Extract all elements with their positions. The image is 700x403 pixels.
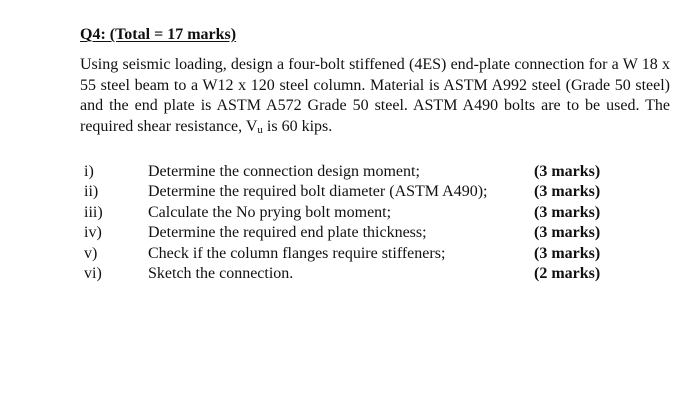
- task-marks: (3 marks): [534, 163, 601, 180]
- task-marks: (2 marks): [534, 264, 601, 282]
- task-item: [84, 223, 604, 243]
- task-number: iii): [84, 203, 103, 221]
- task-item: [84, 182, 604, 202]
- question-body-text-end: is 60 kips.: [262, 117, 333, 135]
- question-body: [80, 55, 670, 140]
- task-item: [84, 244, 604, 264]
- task-item: [84, 264, 604, 284]
- task-text: Sketch the connection.: [148, 264, 294, 282]
- task-number: vi): [84, 264, 102, 282]
- question-title: Q4: (Total = 17 marks): [80, 26, 237, 43]
- task-text: Determine the required end plate thickness;: [148, 224, 427, 242]
- task-marks: (3 marks): [534, 183, 601, 201]
- task-item: [84, 162, 604, 182]
- task-text: Determine the connection design moment;: [148, 163, 420, 180]
- task-item: [84, 203, 604, 223]
- task-marks: (3 marks): [534, 244, 601, 262]
- task-number: i): [84, 163, 94, 180]
- question-body-text: Using seismic loading, design a four-bolt stiffened (4ES) end-plate connection for a W 18 x 55 steel beam to a W12 x 120 steel column. Material is ASTM A992 steel (Grade 50 steel) and the end plate is ASTM A572 Grade 50 steel. ASTM A490 bolts are to be used. The required shear resistance, V: [80, 56, 670, 135]
- task-text: Determine the required bolt diameter (ASTM A490);: [148, 183, 488, 201]
- task-text: Check if the column flanges require stiffeners;: [148, 244, 446, 262]
- task-marks: (3 marks): [534, 203, 601, 221]
- task-marks: (3 marks): [534, 224, 601, 242]
- task-number: ii): [84, 183, 99, 201]
- task-list: [84, 162, 604, 284]
- task-number: iv): [84, 224, 102, 242]
- task-number: v): [84, 244, 98, 262]
- task-text: Calculate the No prying bolt moment;: [148, 203, 392, 221]
- shear-subscript: u: [257, 123, 263, 136]
